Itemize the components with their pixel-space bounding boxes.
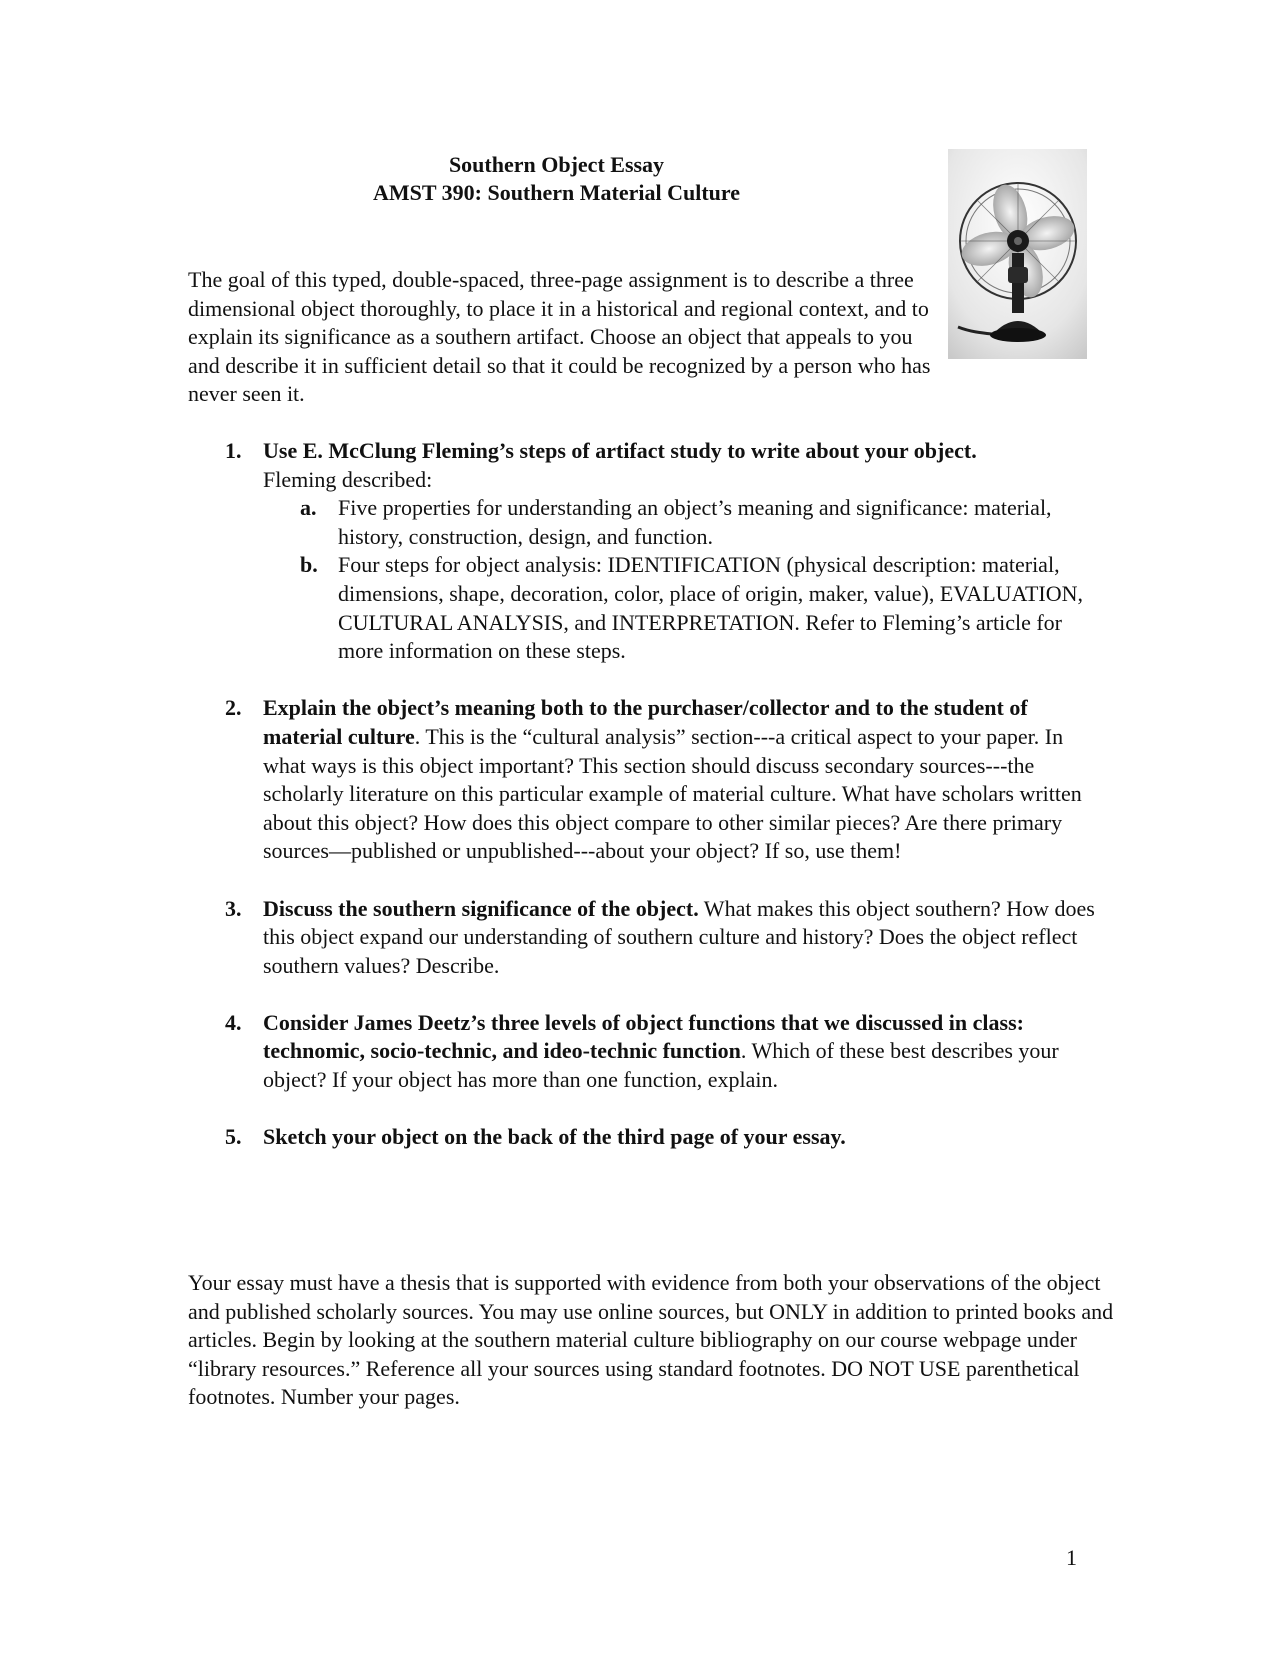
electric-fan-icon [948,149,1087,359]
essay-title: Southern Object Essay [448,152,665,177]
sub-item-letter: b. [300,552,318,578]
item-text: . This is the “cultural analysis” section---a critical aspect to your paper. In what ways is this object important? This section should discuss secondary sources---the scholarly literature on this particular example of material culture. What have scholars written about this object? How does this object compare to other similar pieces? Are there primary sources—published or unpublished---about your object? If so, use them! [263,723,1082,864]
title-block [188,151,925,207]
item-heading: Sketch your object on the back of the third page of your essay. [263,1124,846,1150]
list-item [188,1123,1108,1152]
sub-item-text: Four steps for object analysis: IDENTIFICATION (physical description: material, dimensions, shape, decoration, color, place of origin, maker, value), EVALUATION, CULTURAL ANALYSIS, and INTERPRETATION. Refer to Fleming’s article for more information on these steps. [338,552,1084,664]
item-text: Fleming described: [263,466,433,492]
closing-paragraph: Your essay must have a thesis that is supported with evidence from both your observations of the object and published scholarly sources. You may use online sources, but ONLY in addition to printed books and articles. Begin by looking at the southern material culture bibliography on our course webpage under “library resources.” Reference all your sources using standard footnotes. DO NOT USE parenthetical footnotes. Number your pages. [188,1270,1114,1410]
item-heading: Discuss the southern significance of the object. [263,895,699,921]
item-number: 1. [225,438,242,463]
item-heading: Explain the object’s meaning both to the purchaser/collector and to the student of material culture [263,695,1028,749]
item-text: What makes this object southern? How does this object expand our understanding of southern culture and history? Does the object reflect southern values? Describe. [263,895,1095,978]
item-number: 3. [225,895,242,921]
item-text: . Which of these best describes your object? If your object has more than one function, explain. [263,1038,1059,1093]
item-heading: Use E. McClung Fleming’s steps of artifact study to write about your object. [263,438,977,463]
course-title: AMST 390: Southern Material Culture [372,180,741,205]
item-number: 5. [225,1124,242,1150]
sub-item [263,551,1108,665]
list-item [188,1009,1108,1095]
sub-item [263,494,1108,551]
sub-item-text: Five properties for understanding an object’s meaning and significance: material, history, construction, design, and function. [338,495,1052,549]
sub-item-letter: a. [300,495,317,521]
page-number: 1 [1066,1545,1077,1570]
intro-paragraph: The goal of this typed, double-spaced, three-page assignment is to describe a three dimensional object thoroughly, to place it in a historical and regional context, and to explain its significance as a southern artifact. Choose an object that appeals to you and describe it in sufficient detail so that it could be recognized by a person who has never seen it. [188,267,931,407]
item-heading: Consider James Deetz’s three levels of object functions that we discussed in class: technomic, socio-technic, and ideo-technic function [263,1009,1024,1064]
item-number: 2. [225,695,242,721]
item-number: 4. [225,1009,242,1035]
list-item [188,437,1108,666]
list-item [188,694,1108,866]
list-item [188,895,1108,981]
instruction-list [188,437,1108,1180]
